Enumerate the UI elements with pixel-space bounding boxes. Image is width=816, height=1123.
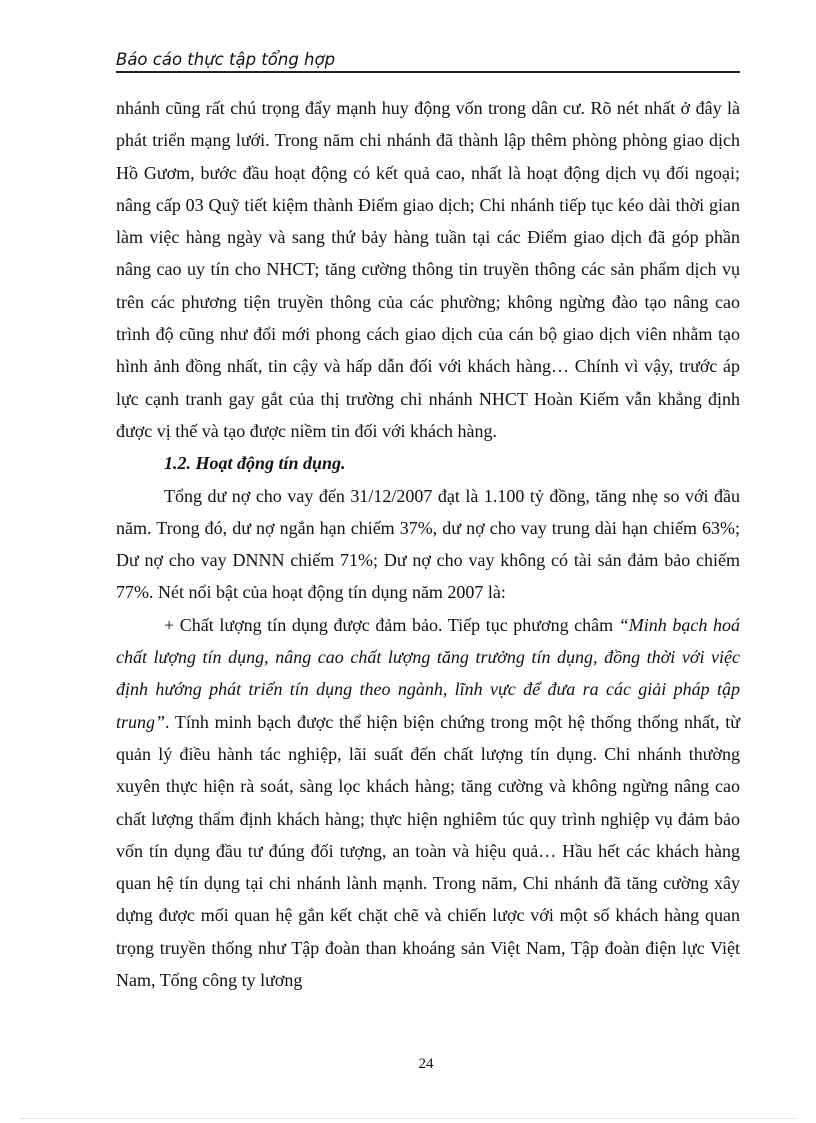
page-body [116,92,740,996]
credit-quality-quote: “Minh bạch hoá chất lượng tín dụng, nâng cao chất lượng tăng trưởng tín dụng, đồng thời với việc định hướng phát triển tín dụng theo ngành, lĩnh vực để đưa ra các giải pháp tập trung” [116,614,740,732]
running-header: Báo cáo thực tập tổng hợp [116,50,740,73]
credit-quality-text: . Tính minh bạch được thể hiện biện chứng trong một hệ thống thống nhất, từ quản lý điều hành tác nghiệp, lãi suất đến chất lượng tín dụng. Chi nhánh thường xuyên thực hiện rà soát, sàng lọc khách hàng; tăng cường và không ngừng nâng cao chất lượng thẩm định khách hàng; thực hiện nghiêm túc quy trình nghiệp vụ đảm bảo vốn tín dụng đầu tư đúng đối tượng, an toàn và hiệu quả… Hầu hết các khách hàng quan hệ tín dụng tại chi nhánh lành mạnh. Trong năm, Chi nhánh đã tăng cường xây dựng được mối quan hệ gắn kết chặt chẽ và chiến lược với một số khách hàng quan trọng truyền thống như Tập đoàn than khoáng sản Việt Nam, Tập đoàn điện lực Việt Nam, Tổng công ty lương [116,711,740,991]
paragraph-loan-balance: Tổng dư nợ cho vay đến 31/12/2007 đạt là 1.100 tỷ đồng, tăng nhẹ so với đầu năm. Trong đó, dư nợ ngắn hạn chiếm 37%, dư nợ cho vay trung dài hạn chiếm 63%; Dư nợ cho vay DNNN chiếm 71%; Dư nợ cho vay không có tài sản đảm bảo chiếm 77%. Nét nổi bật của hoạt động tín dụng năm 2007 là: [116,485,740,603]
credit-quality-lead: + Chất lượng tín dụng được đảm bảo. Tiếp tục phương châm [164,614,619,635]
paragraph-network: nhánh cũng rất chú trọng đẩy mạnh huy động vốn trong dân cư. Rõ nét nhất ở đây là phát triển mạng lưới. Trong năm chi nhánh đã thành lập thêm phòng phòng giao dịch Hồ Gươm, bước đầu hoạt động có kết quả cao, nhất là hoạt động dịch vụ đối ngoại; nâng cấp 03 Quỹ tiết kiệm thành Điểm giao dịch; Chi nhánh tiếp tục kéo dài thời gian làm việc hàng ngày và sang thứ bảy hàng tuần tại các Điểm giao dịch đã góp phần nâng cao uy tín cho NHCT; tăng cường thông tin truyền thông các sản phẩm dịch vụ trên các phương tiện truyền thông của các phường; không ngừng đào tạo nâng cao trình độ cũng như đổi mới phong cách giao dịch của cán bộ giao dịch viên nhằm tạo hình ảnh đồng nhất, tin cậy và hấp dẫn đối với khách hàng… Chính vì vậy, trước áp lực cạnh tranh gay gắt của thị trường chi nhánh NHCT Hoàn Kiếm vẫn khẳng định được vị thế và tạo được niềm tin đối với khách hàng. [116,98,740,441]
page-number: 24 [418,1056,434,1072]
section-heading-credit: 1.2. Hoạt động tín dụng. [164,453,346,474]
paragraph-credit-quality [116,609,740,997]
page-bottom-divider [20,1118,796,1119]
